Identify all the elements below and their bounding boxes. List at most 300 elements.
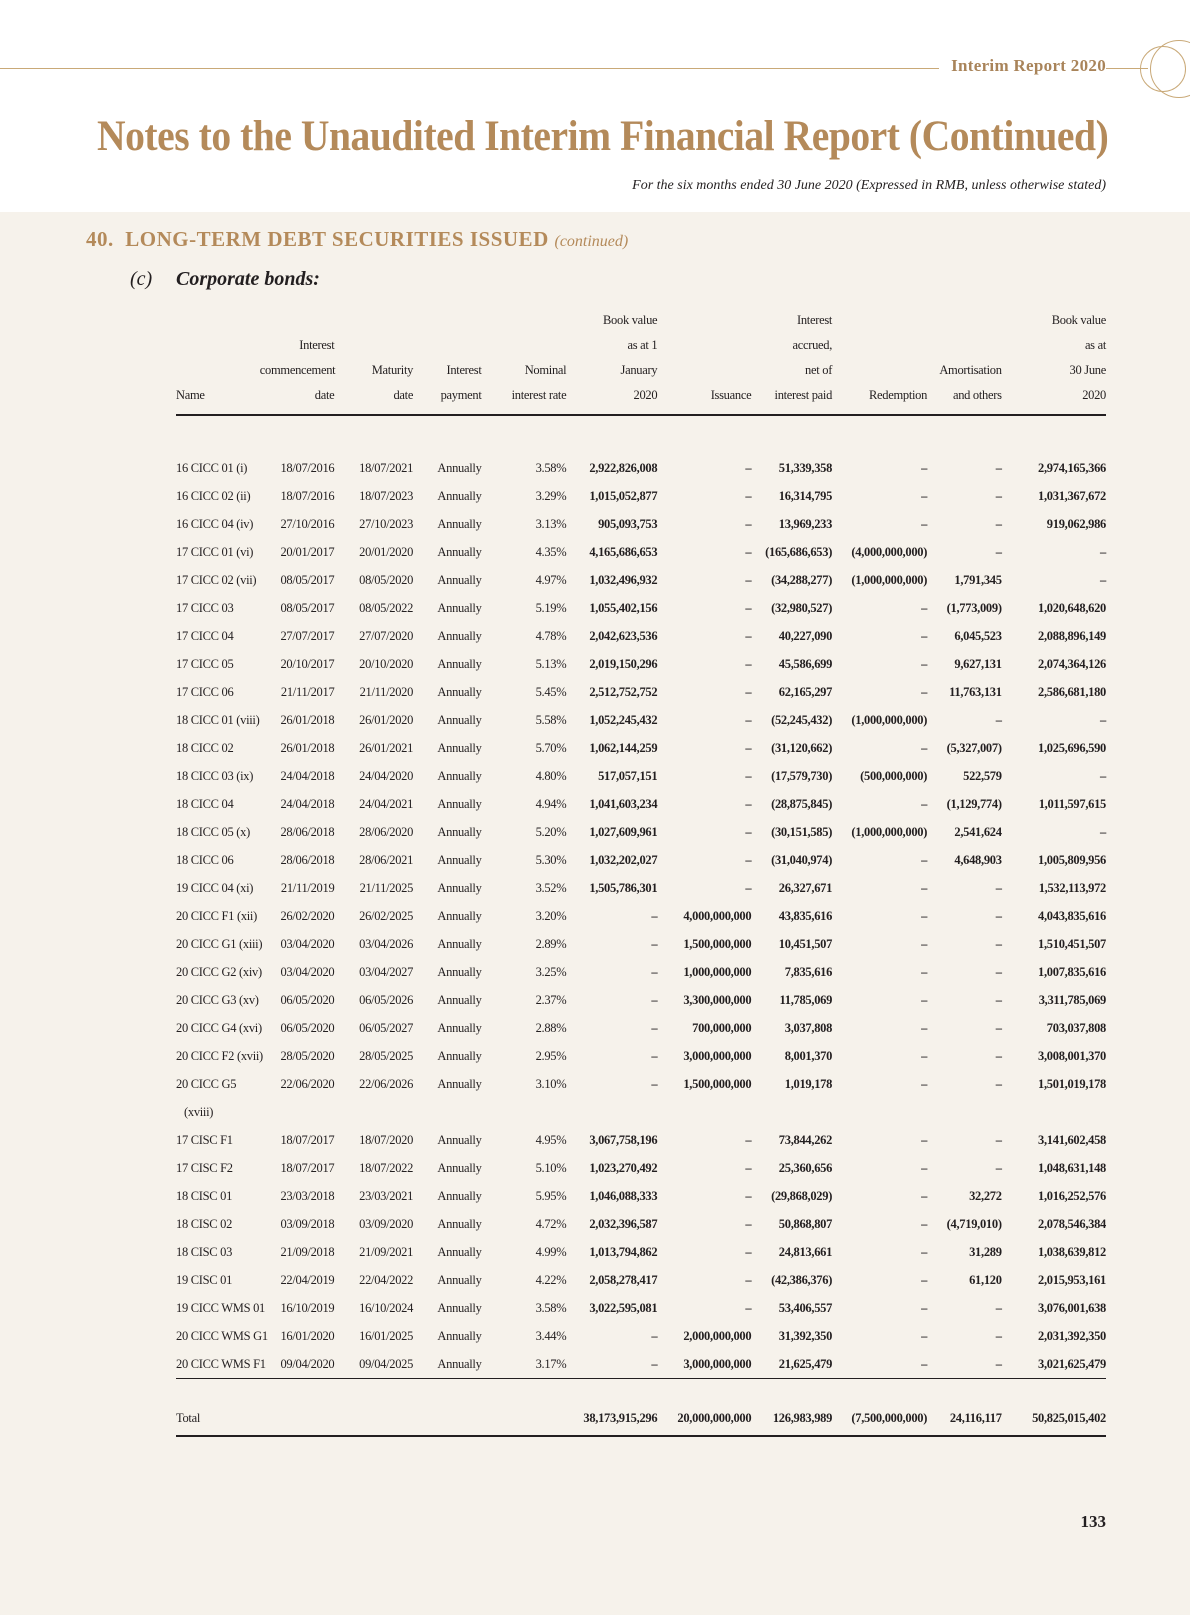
- table-cell: –: [921, 1020, 928, 1035]
- table-cell: 25,360,656: [778, 1160, 833, 1175]
- bond-name-cell: 19 CISC 01: [176, 1272, 233, 1287]
- table-cell: –: [651, 936, 658, 951]
- column-header-line: interest rate: [511, 388, 567, 402]
- table-cell: 20/10/2020: [359, 656, 414, 671]
- column-header-line: Redemption: [868, 388, 928, 402]
- page-subtitle: For the six months ended 30 June 2020 (Expressed in RMB, unless otherwise stated): [632, 178, 1106, 193]
- bond-name-cell: 20 CICC WMS G1: [176, 1328, 268, 1343]
- table-cell: 9,627,131: [954, 656, 1002, 671]
- table-cell: –: [995, 712, 1002, 727]
- table-cell: 5.13%: [535, 656, 567, 671]
- column-header-line: date: [393, 388, 414, 402]
- table-cell: Annually: [437, 460, 482, 475]
- table-cell: 2.88%: [535, 1020, 567, 1035]
- table-cell: –: [745, 628, 752, 643]
- table-cell: –: [745, 1132, 752, 1147]
- table-cell: –: [995, 516, 1002, 531]
- table-cell: 3.17%: [482, 1350, 567, 1379]
- subsection-heading: [130, 268, 320, 291]
- table-cell: –: [995, 1048, 1002, 1063]
- table-cell: 3,067,758,196: [589, 1132, 658, 1147]
- table-cell: 1,048,631,148: [1038, 1160, 1106, 1175]
- bond-name-cell: 20 CICC G5: [176, 1076, 237, 1091]
- table-cell: 1,020,648,620: [1038, 600, 1106, 615]
- table-cell: 22/06/2026: [359, 1076, 414, 1091]
- table-cell: [751, 1098, 832, 1126]
- table-row: [176, 846, 1106, 874]
- table-cell: 61,120: [969, 1272, 1002, 1287]
- table-cell: 03/04/2020: [280, 964, 335, 979]
- table-cell: 1,532,113,972: [1038, 880, 1106, 895]
- table-cell: 1,032,496,932: [589, 572, 658, 587]
- table-cell: 53,406,557: [778, 1300, 833, 1315]
- table-cell: 1,011,597,615: [1038, 796, 1106, 811]
- table-cell: –: [745, 1188, 752, 1203]
- table-cell: 2,074,364,126: [1038, 656, 1106, 671]
- table-cell: 18/07/2022: [359, 1160, 414, 1175]
- table-row: [176, 1014, 1106, 1042]
- table-cell: 21/11/2020: [359, 684, 414, 699]
- table-row: [176, 818, 1106, 846]
- table-cell: Annually: [437, 572, 482, 587]
- table-cell: 28/06/2021: [359, 852, 414, 867]
- table-cell: 18/07/2017: [280, 1160, 335, 1175]
- table-cell: 08/05/2022: [359, 600, 414, 615]
- table-cell: 1,046,088,333: [589, 1188, 658, 1203]
- table-cell: –: [921, 1300, 928, 1315]
- table-cell: 3,300,000,000: [683, 992, 752, 1007]
- total-cell: [482, 1401, 567, 1436]
- table-row: [176, 566, 1106, 594]
- table-cell: 10,451,507: [778, 936, 833, 951]
- column-header-line: interest paid: [774, 388, 833, 402]
- table-cell: 50,868,807: [778, 1216, 833, 1231]
- table-cell: –: [995, 1020, 1002, 1035]
- column-header-line: and others: [952, 388, 1002, 402]
- total-cell: [334, 1401, 413, 1436]
- table-cell: 3.29%: [535, 488, 567, 503]
- bond-name-cell: 17 CISC F2: [176, 1160, 233, 1175]
- bond-name-cell: 16 CICC 04 (iv): [176, 516, 254, 531]
- column-header-line: 2020: [633, 388, 658, 402]
- table-cell: 4,043,835,616: [1038, 908, 1106, 923]
- table-cell: (28,875,845): [771, 796, 833, 811]
- table-row: [176, 958, 1106, 986]
- table-cell: –: [921, 656, 928, 671]
- table-cell: –: [745, 656, 752, 671]
- table-cell: 22/04/2022: [359, 1272, 414, 1287]
- column-header-line: accrued,: [792, 338, 833, 352]
- table-cell: –: [995, 488, 1002, 503]
- table-cell: –: [921, 992, 928, 1007]
- column-header-line: payment: [440, 388, 482, 402]
- table-cell: 1,062,144,259: [589, 740, 658, 755]
- table-cell: 03/09/2020: [359, 1216, 414, 1231]
- table-cell: 1,013,794,862: [589, 1244, 658, 1259]
- table-cell: 3,000,000,000: [657, 1350, 751, 1379]
- bond-name-cell: 20 CICC WMS F1: [176, 1350, 260, 1379]
- table-cell: (31,120,662): [771, 740, 833, 755]
- spacer-row: [176, 415, 1106, 454]
- table-cell: Annually: [413, 1350, 481, 1379]
- total-cell: 24,116,117: [927, 1401, 1002, 1436]
- table-cell: –: [832, 1350, 927, 1379]
- table-cell: Annually: [437, 1300, 482, 1315]
- table-cell: 26/02/2020: [280, 908, 335, 923]
- table-cell: 1,041,603,234: [589, 796, 658, 811]
- bond-name-cell: 18 CISC 01: [176, 1188, 233, 1203]
- table-cell: 18/07/2016: [280, 460, 335, 475]
- section-continued: (continued): [554, 233, 629, 250]
- table-cell: –: [651, 1048, 658, 1063]
- table-cell: –: [745, 544, 752, 559]
- table-cell: 4.78%: [535, 628, 567, 643]
- table-cell: 1,031,367,672: [1038, 488, 1106, 503]
- table-row: [176, 1042, 1106, 1070]
- table-cell: –: [921, 516, 928, 531]
- table-cell: 31,289: [969, 1244, 1002, 1259]
- total-cell: (7,500,000,000): [832, 1401, 927, 1436]
- table-cell: 4,165,686,653: [589, 544, 658, 559]
- total-cell: 126,983,989: [751, 1401, 832, 1436]
- column-header-line: 2020: [1082, 388, 1106, 402]
- table-cell: –: [1100, 544, 1106, 559]
- table-cell: Annually: [437, 964, 482, 979]
- table-cell: Annually: [437, 684, 482, 699]
- column-header: [832, 308, 927, 415]
- table-cell: (32,980,527): [771, 600, 833, 615]
- table-cell: 3.58%: [535, 460, 567, 475]
- column-header: [413, 308, 481, 415]
- table-row: [176, 734, 1106, 762]
- table-cell: 16/10/2024: [359, 1300, 414, 1315]
- table-cell: Annually: [437, 740, 482, 755]
- total-cell: [260, 1401, 335, 1436]
- table-row: [176, 454, 1106, 482]
- page-number: 133: [1080, 1512, 1106, 1531]
- table-cell: Annually: [437, 1272, 482, 1287]
- table-cell: 3.52%: [535, 880, 567, 895]
- column-header-line: [176, 308, 260, 333]
- column-header-line: [657, 358, 751, 383]
- section-number: 40.: [86, 227, 114, 251]
- table-row: [176, 1294, 1106, 1322]
- table-cell: 1,510,451,507: [1038, 936, 1106, 951]
- table-cell: 2,015,953,161: [1038, 1272, 1106, 1287]
- table-cell: 06/05/2026: [359, 992, 414, 1007]
- table-cell: 62,165,297: [778, 684, 833, 699]
- table-cell: 1,000,000,000: [683, 964, 752, 979]
- table-cell: (165,686,653): [765, 544, 833, 559]
- table-cell: 21/11/2019: [280, 880, 335, 895]
- table-cell: 4.99%: [535, 1244, 567, 1259]
- column-header: [260, 308, 335, 415]
- column-header-line: [482, 308, 567, 333]
- column-header-line: [413, 333, 481, 358]
- table-cell: Annually: [437, 1076, 482, 1091]
- column-header-line: as at: [1084, 338, 1106, 352]
- table-cell: –: [745, 488, 752, 503]
- table-cell: (1,129,774): [946, 796, 1002, 811]
- table-cell: 3,000,000,000: [683, 1048, 752, 1063]
- total-cell: 50,825,015,402: [1002, 1401, 1106, 1436]
- table-cell: (17,579,730): [771, 768, 833, 783]
- table-cell: –: [995, 880, 1002, 895]
- table-cell: Annually: [437, 600, 482, 615]
- table-cell: 4,000,000,000: [683, 908, 752, 923]
- column-header: [927, 308, 1002, 415]
- table-cell: 11,763,131: [949, 684, 1002, 699]
- bond-name-cell: 20 CICC G2 (xiv): [176, 964, 262, 979]
- table-cell: –: [921, 1244, 928, 1259]
- column-header-line: [927, 308, 1002, 333]
- table-cell: 2,078,546,384: [1038, 1216, 1106, 1231]
- table-cell: 3,008,001,370: [1038, 1048, 1106, 1063]
- column-header-line: [482, 333, 567, 358]
- table-row: [176, 1238, 1106, 1266]
- column-header-line: [657, 308, 751, 333]
- table-cell: (4,000,000,000): [851, 544, 928, 559]
- table-cell: 24/04/2021: [359, 796, 414, 811]
- table-row: [176, 678, 1106, 706]
- table-cell: –: [921, 1328, 928, 1343]
- table-cell: –: [921, 1160, 928, 1175]
- table-cell: 06/05/2027: [359, 1020, 414, 1035]
- table-cell: Annually: [437, 824, 482, 839]
- table-cell: –: [745, 516, 752, 531]
- table-cell: 2,974,165,366: [1038, 460, 1106, 475]
- column-header-line: [260, 308, 335, 333]
- table-cell: –: [745, 1272, 752, 1287]
- table-cell: 18/07/2023: [359, 488, 414, 503]
- bond-name-cell: 20 CICC G3 (xv): [176, 992, 259, 1007]
- table-cell: Annually: [437, 1244, 482, 1259]
- table-cell: –: [921, 936, 928, 951]
- total-label: Total: [176, 1401, 260, 1436]
- table-cell: –: [995, 1300, 1002, 1315]
- table-cell: –: [745, 1300, 752, 1315]
- column-header-line: Amortisation: [939, 363, 1002, 377]
- table-cell: Annually: [437, 936, 482, 951]
- table-cell: –: [995, 936, 1002, 951]
- table-row: [176, 1350, 1106, 1379]
- column-header: [482, 308, 567, 415]
- table-cell: (31,040,974): [771, 852, 833, 867]
- table-cell: –: [745, 460, 752, 475]
- table-cell: 51,339,358: [778, 460, 833, 475]
- table-cell: Annually: [437, 852, 482, 867]
- table-cell: Annually: [437, 1132, 482, 1147]
- table-cell: 4.22%: [535, 1272, 567, 1287]
- table-cell: 28/06/2018: [280, 852, 335, 867]
- column-header-line: Book value: [1051, 313, 1106, 327]
- table-cell: 31,392,350: [778, 1328, 833, 1343]
- table-cell: –: [921, 740, 928, 755]
- column-header-line: Name: [176, 388, 205, 402]
- total-cell: 20,000,000,000: [657, 1401, 751, 1436]
- table-cell: (1,000,000,000): [851, 712, 928, 727]
- column-header-line: Nominal: [524, 363, 567, 377]
- table-header-row: [176, 308, 1106, 415]
- table-cell: –: [1100, 824, 1106, 839]
- table-cell: 26/01/2018: [280, 712, 335, 727]
- table-cell: 4.35%: [535, 544, 567, 559]
- column-header-line: net of: [805, 363, 833, 377]
- table-cell: –: [651, 908, 658, 923]
- column-header-line: 30 June: [1069, 363, 1106, 377]
- table-cell: 3,022,595,081: [589, 1300, 658, 1315]
- table-cell: 03/09/2018: [280, 1216, 335, 1231]
- bond-name-cell: 20 CICC F1 (xii): [176, 908, 257, 923]
- table-cell: Annually: [437, 908, 482, 923]
- table-cell: 522,579: [963, 768, 1002, 783]
- column-header-line: [176, 333, 260, 358]
- table-cell: 27/10/2023: [359, 516, 414, 531]
- table-row: [176, 1182, 1106, 1210]
- table-row: [176, 902, 1106, 930]
- column-header-line: [927, 333, 1002, 358]
- table-cell: 22/04/2019: [280, 1272, 335, 1287]
- table-cell: (42,386,376): [771, 1272, 833, 1287]
- table-cell: 1,501,019,178: [1038, 1076, 1106, 1091]
- report-label: Interim Report 2020: [939, 56, 1106, 76]
- table-cell: 2,042,623,536: [589, 628, 658, 643]
- table-cell: 3.58%: [535, 1300, 567, 1315]
- table-cell: 1,016,252,576: [1038, 1188, 1106, 1203]
- table-cell: –: [995, 1328, 1002, 1343]
- column-header: [566, 308, 657, 415]
- bond-name-cell: 18 CICC 06: [176, 852, 234, 867]
- table-cell: –: [921, 1188, 928, 1203]
- table-cell: Annually: [437, 712, 482, 727]
- table-cell: 2,586,681,180: [1038, 684, 1106, 699]
- bond-name-cell: 18 CISC 03: [176, 1244, 233, 1259]
- table-cell: –: [745, 1216, 752, 1231]
- table-cell: (34,288,277): [771, 572, 833, 587]
- table-row: [176, 1154, 1106, 1182]
- table-cell: 28/06/2020: [359, 824, 414, 839]
- table-cell: 21/09/2021: [359, 1244, 414, 1259]
- table-cell: –: [995, 1076, 1002, 1091]
- table-row: [176, 1098, 1106, 1126]
- column-header-line: Book value: [603, 313, 658, 327]
- table-cell: –: [745, 600, 752, 615]
- table-cell: 1,500,000,000: [683, 1076, 752, 1091]
- column-header-line: Interest: [446, 363, 482, 377]
- table-cell: 24,813,661: [778, 1244, 833, 1259]
- table-cell: –: [745, 852, 752, 867]
- table-cell: 08/05/2017: [280, 572, 335, 587]
- table-cell: 18/07/2017: [280, 1132, 335, 1147]
- bond-name-cell: 18 CISC 02: [176, 1216, 233, 1231]
- table-cell: 26/01/2020: [359, 712, 414, 727]
- column-header-line: as at 1: [627, 338, 658, 352]
- table-cell: Annually: [437, 880, 482, 895]
- table-cell: 3.13%: [535, 516, 567, 531]
- table-cell: 3,076,001,638: [1038, 1300, 1106, 1315]
- column-header: [1002, 308, 1106, 415]
- table-cell: [927, 1098, 1002, 1126]
- table-cell: 11,785,069: [779, 992, 833, 1007]
- table-cell: (30,151,585): [771, 824, 833, 839]
- table-cell: (52,245,432): [771, 712, 833, 727]
- table-cell: 4,648,903: [954, 852, 1002, 867]
- table-cell: 3.44%: [535, 1328, 567, 1343]
- table-row: [176, 510, 1106, 538]
- bond-name-cell: (xviii): [184, 1104, 214, 1119]
- table-cell: 09/04/2020: [260, 1350, 335, 1379]
- table-cell: 5.95%: [535, 1188, 567, 1203]
- table-cell: –: [1100, 768, 1106, 783]
- bond-name-cell: 18 CICC 01 (viii): [176, 712, 260, 727]
- table-cell: (1,000,000,000): [851, 572, 928, 587]
- bond-name-cell: 20 CICC F2 (xvii): [176, 1048, 263, 1063]
- bond-name-cell: 17 CICC 04: [176, 628, 234, 643]
- table-cell: 1,005,809,956: [1038, 852, 1106, 867]
- table-cell: 08/05/2020: [359, 572, 414, 587]
- table-cell: –: [1100, 572, 1106, 587]
- table-cell: –: [921, 1076, 928, 1091]
- table-cell: 21,625,479: [751, 1350, 832, 1379]
- column-header-line: [334, 308, 413, 333]
- section-heading: [86, 227, 628, 252]
- bond-name-cell: 16 CICC 01 (i): [176, 460, 248, 475]
- bond-name-cell: 18 CICC 03 (ix): [176, 768, 254, 783]
- spacer-row: [176, 1379, 1106, 1402]
- table-cell: 20/01/2017: [280, 544, 335, 559]
- table-row: [176, 482, 1106, 510]
- table-cell: [832, 1098, 927, 1126]
- table-cell: Annually: [437, 544, 482, 559]
- table-cell: [260, 1098, 335, 1126]
- table-cell: 2.95%: [535, 1048, 567, 1063]
- bond-name-cell: 17 CICC 06: [176, 684, 234, 699]
- table-cell: 23/03/2021: [359, 1188, 414, 1203]
- table-cell: 03/04/2027: [359, 964, 414, 979]
- bond-name-cell: 19 CICC 04 (xi): [176, 880, 254, 895]
- table-cell: Annually: [437, 1160, 482, 1175]
- table-row: [176, 706, 1106, 734]
- column-header-line: [413, 308, 481, 333]
- column-header: [334, 308, 413, 415]
- table-cell: 73,844,262: [778, 1132, 833, 1147]
- table-cell: 18/07/2016: [280, 488, 335, 503]
- table-cell: 703,037,808: [1046, 1020, 1106, 1035]
- bond-name-cell: 17 CICC 02 (vii): [176, 572, 257, 587]
- table-cell: 22/06/2020: [280, 1076, 335, 1091]
- table-cell: –: [651, 1328, 658, 1343]
- table-cell: –: [921, 1132, 928, 1147]
- total-cell: 38,173,915,296: [566, 1401, 657, 1436]
- table-cell: 919,062,986: [1046, 516, 1106, 531]
- table-cell: –: [651, 992, 658, 1007]
- table-cell: 1,015,052,877: [589, 488, 658, 503]
- table-cell: 2,000,000,000: [683, 1328, 752, 1343]
- table-cell: Annually: [437, 516, 482, 531]
- table-cell: 27/07/2017: [280, 628, 335, 643]
- table-cell: 13,969,233: [778, 516, 833, 531]
- table-row: [176, 762, 1106, 790]
- table-cell: 24/04/2018: [280, 768, 335, 783]
- table-cell: [413, 1098, 481, 1126]
- column-header-line: [334, 333, 413, 358]
- table-cell: 21/11/2025: [359, 880, 414, 895]
- table-cell: 1,791,345: [954, 572, 1002, 587]
- table-cell: 1,038,639,812: [1038, 1244, 1106, 1259]
- table-cell: Annually: [437, 628, 482, 643]
- column-header-line: January: [620, 363, 658, 377]
- table-cell: Annually: [437, 656, 482, 671]
